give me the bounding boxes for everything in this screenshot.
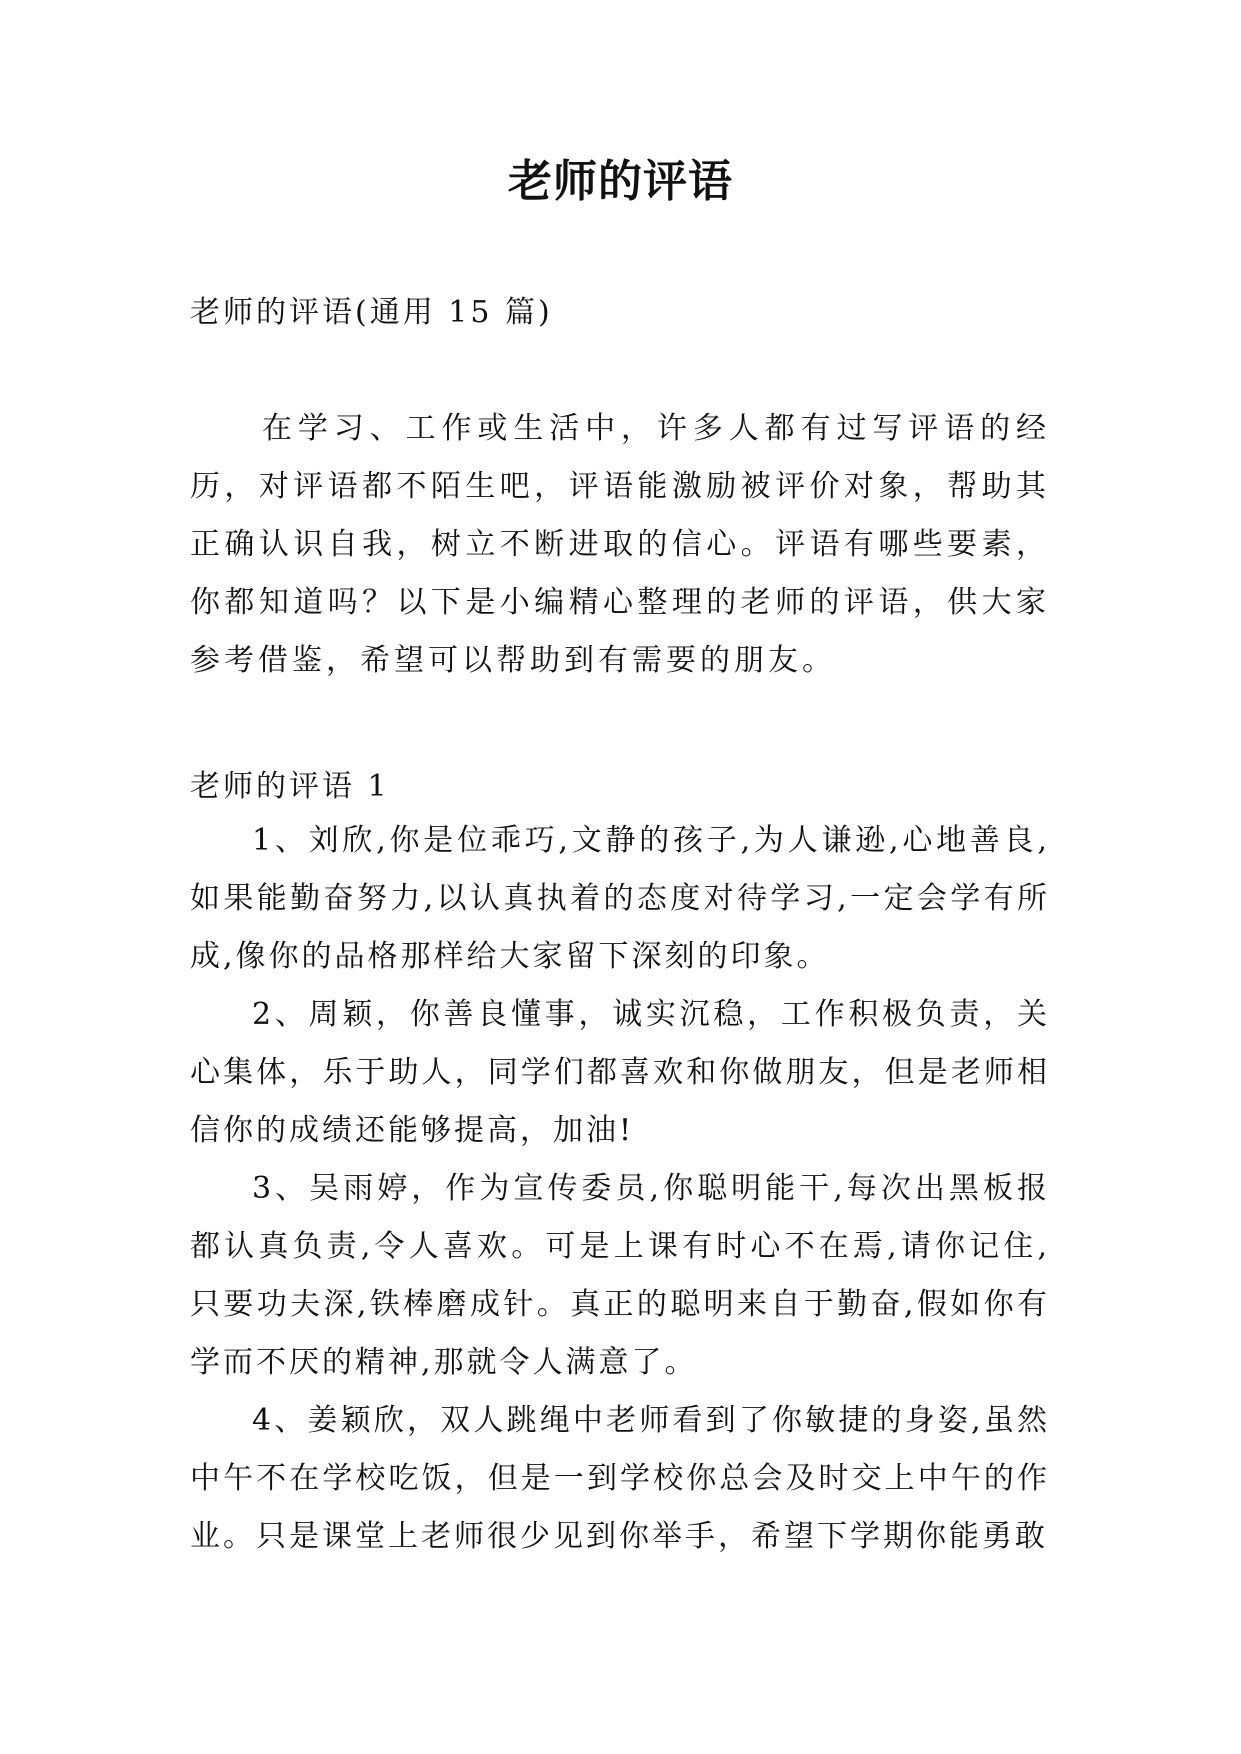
comment-item: 1、刘欣,你是位乖巧,文静的孩子,为人谦逊,心地善良,如果能勤奋努力,以认真执着的态度对待学习,一定会学有所成,像你的品格那样给大家留下深刻的印象。	[190, 823, 1050, 974]
document-title: 老师的评语	[508, 156, 733, 207]
comment-item: 4、姜颖欣，双人跳绳中老师看到了你敏捷的身姿,虽然中午不在学校吃饭，但是一到学校你总会及时交上中午的作业。只是课堂上老师很少见到你举手，希望下学期你能勇敢	[190, 1403, 1050, 1554]
intro-paragraph: 在学习、工作或生活中，许多人都有过写评语的经历，对评语都不陌生吧，评语能激励被评价对象，帮助其正确认识自我，树立不断进取的信心。评语有哪些要素，你都知道吗？以下是小编精心整理的老师的评语，供大家参考借鉴，希望可以帮助到有需要的朋友。	[190, 411, 1050, 678]
comment-item: 2、周颖，你善良懂事，诚实沉稳，工作积极负责，关心集体，乐于助人，同学们都喜欢和你做朋友，但是老师相信你的成绩还能够提高，加油!	[190, 997, 1050, 1148]
comment-list	[190, 812, 1050, 1566]
document-subtitle: 老师的评语(通用 15 篇)	[190, 295, 553, 330]
comment-item: 3、吴雨婷，作为宣传委员,你聪明能干,每次出黑板报都认真负责,令人喜欢。可是上课有时心不在焉,请你记住,只要功夫深,铁棒磨成针。真正的聪明来自于勤奋,假如你有学而不厌的精神,那就令人满意了。	[190, 1171, 1050, 1380]
section-heading: 老师的评语 1	[190, 769, 390, 804]
